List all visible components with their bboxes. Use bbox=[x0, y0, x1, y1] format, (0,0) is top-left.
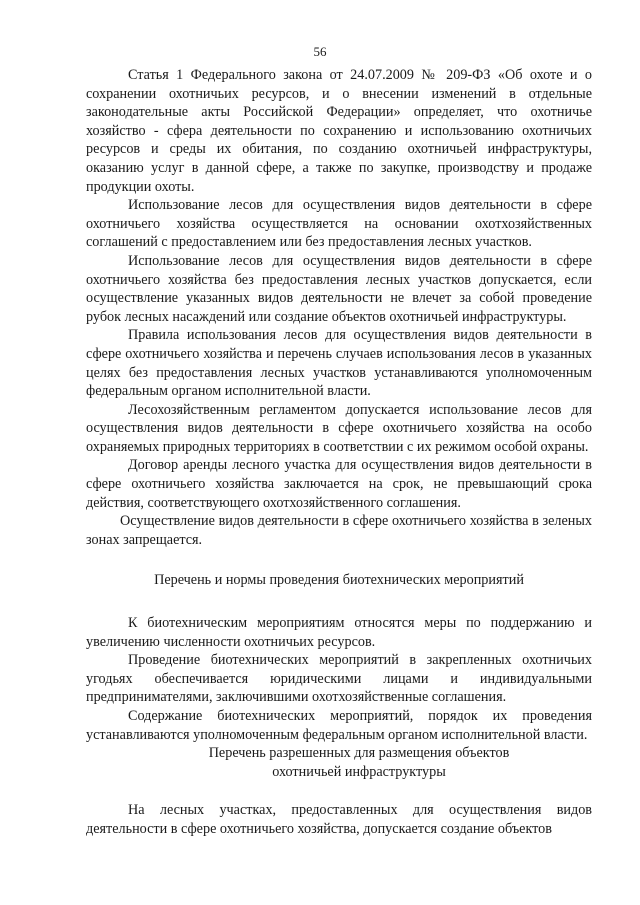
section-heading-infrastructure-line2: охотничьей инфраструктуры bbox=[272, 763, 446, 780]
paragraph-biotechnical-definition: К биотехническим мероприятиям относятся меры по поддержанию и увеличению численности охотничьих ресурсов. bbox=[86, 615, 592, 650]
paragraph-biotechnical-provision: Проведение биотехнических мероприятий в закрепленных охотничьих угодьях обеспечивается юридическими лицами и индивидуальными предпринимателями, заключившими охотхозяйственные соглашения. bbox=[86, 652, 592, 706]
paragraph-article-1: Статья 1 Федерального закона от 24.07.2009 № 209-ФЗ «Об охоте и о сохранении охотничьих ресурсов, и о внесении изменений в отдельные законодательные акты Российской Федерации» определяет, что охотничье хозяйство - сфера деятельности по сохранению и использованию охотничьих ресурсов и среды их обитания, по созданию охотничьей инфраструктуры, оказанию услуг в данной сфере, а также по закупке, производству и продаже продукции охоты. bbox=[86, 67, 592, 195]
paragraph-green-zones: Осуществление видов деятельности в сфере охотничьего хозяйства в зеленых зонах запрещается. bbox=[86, 513, 592, 548]
paragraph-protected-territories: Лесохозяйственным регламентом допускается использование лесов для осуществления видов деятельности в сфере охотничьего хозяйства на особо охраняемых природных территориях в соответствии с их режимом особой охраны. bbox=[86, 401, 592, 455]
section-heading-infrastructure-line1: Перечень разрешенных для размещения объектов bbox=[208, 745, 510, 762]
paragraph-forest-use-agreements: Использование лесов для осуществления видов деятельности в сфере охотничьего хозяйства осуществляется на основании охотхозяйственных соглашений с предоставлением или без предоставления лесных участков. bbox=[86, 197, 592, 251]
paragraph-infrastructure-objects: На лесных участках, предоставленных для осуществления видов деятельности в сфере охотничьего хозяйства, допускается создание объектов bbox=[86, 802, 592, 837]
document-body bbox=[86, 66, 592, 839]
page-number: 56 bbox=[313, 44, 327, 59]
paragraph-lease-agreement: Договор аренды лесного участка для осуществления видов деятельности в сфере охотничьего хозяйства заключается на срок, не превышающий срока действия, соответствующего охотхозяйственного соглашения. bbox=[86, 457, 592, 511]
section-heading-biotechnical: Перечень и нормы проведения биотехнических мероприятий bbox=[154, 572, 524, 589]
paragraph-use-rules: Правила использования лесов для осуществления видов деятельности в сфере охотничьего хозяйства и перечень случаев использования лесов в указанных целях без предоставления лесных участков устанавливаются уполномоченным федеральным органом исполнительной власти. bbox=[86, 327, 592, 400]
paragraph-biotechnical-content: Содержание биотехнических мероприятий, порядок их проведения устанавливаются уполномоченным федеральным органом исполнительной власти. bbox=[86, 708, 592, 743]
paragraph-forest-use-without-plots: Использование лесов для осуществления видов деятельности в сфере охотничьего хозяйства без предоставления лесных участков допускается, если осуществление указанных видов деятельности не влечет за собой проведение рубок лесных насаждений или создание объектов охотничьей инфраструктуры. bbox=[86, 252, 592, 325]
section-heading-infrastructure bbox=[86, 744, 592, 781]
